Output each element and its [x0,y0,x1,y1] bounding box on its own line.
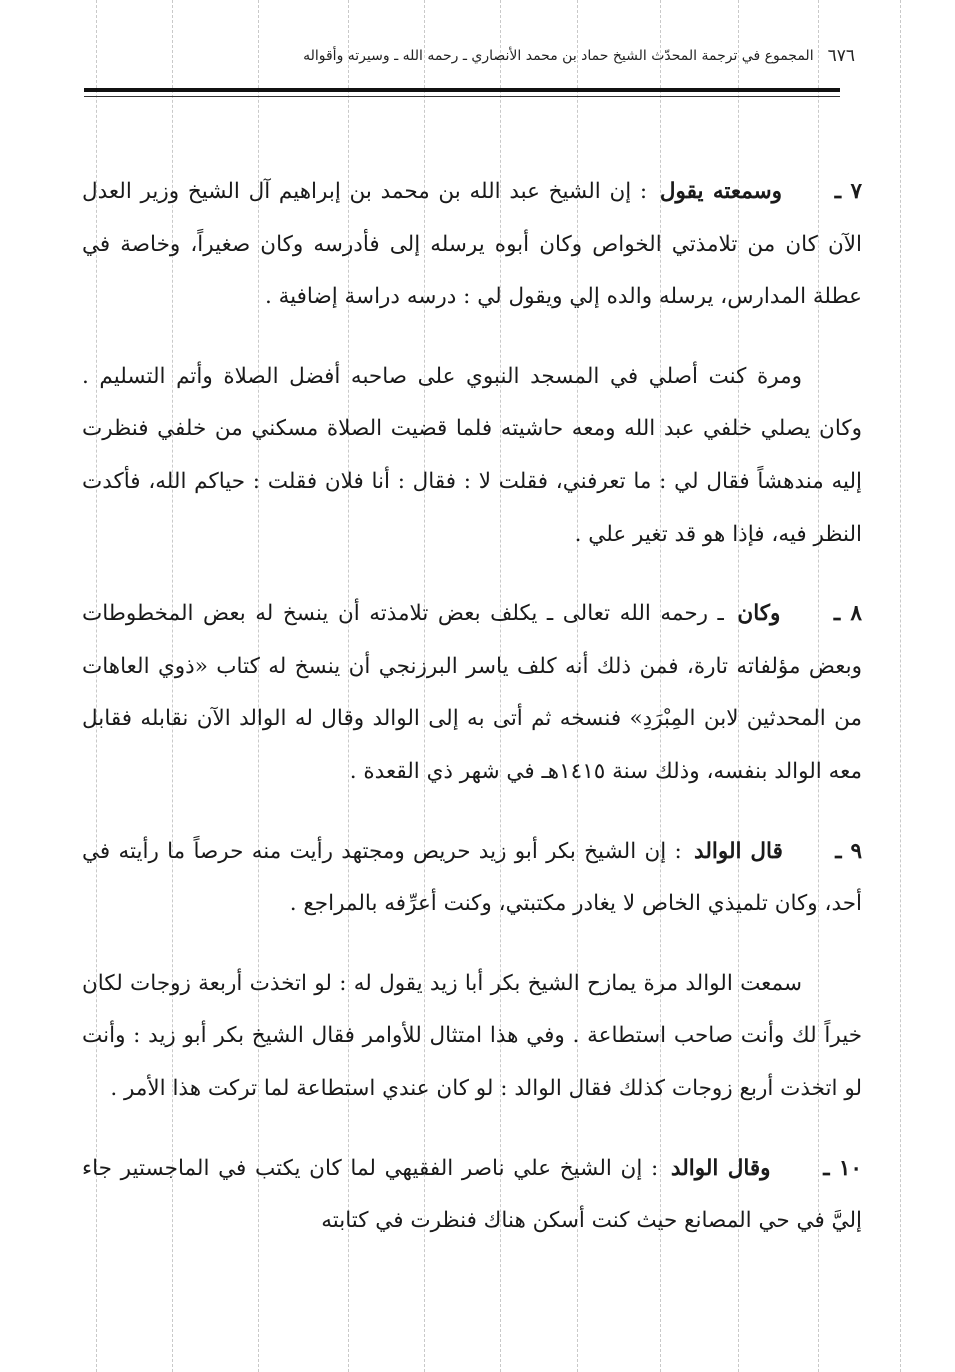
header-rule-thin [84,96,840,97]
paragraph-lead: وكان [737,601,781,627]
paragraph-9-continued [82,958,862,1116]
paragraph-text: : إن الشيخ علي ناصر الفقيهي لما كان يكتب في الماجستير جاء إليَّ في حي المصانع حيث كنت أسكن هناك فنظرت في كتابته [82,1155,862,1234]
paragraph-number: ٩ ـ [835,838,862,864]
paragraph-10 [82,1143,862,1248]
paragraph-text: ـ رحمه الله تعالى ـ يكلف بعض تلامذته أن ينسخ له بعض المخطوطات وبعض مؤلفاته تارة، فمن ذلك أنه كلف ياسر البرزنجي أن ينسخ له كتاب «ذوي العاهات من المحدثين لابن المِبْرَدِ» فنسخه ثم أتى به إلى الوالد وقال له الوالد الآن نقابله فقابل معه الوالد بنفسه، وذلك سنة ١٤١٥هـ في شهر ذي القعدة . [82,601,862,784]
paragraph-7-continued [82,351,862,561]
paragraph-9 [82,826,862,931]
header-rule-thick [84,88,840,92]
paragraph-lead: قال الوالد [694,838,783,864]
paragraph-number: ٧ ـ [834,179,862,204]
running-title: المجموع في ترجمة المحدّث الشيخ حماد بن محمد الأنصاري ـ رحمه الله ـ وسيرته وأقواله [303,48,814,64]
paragraph-lead: وقال الوالد [670,1155,771,1181]
paragraph-number: ٨ ـ [833,601,862,627]
running-header [85,40,855,72]
paragraph-text: : إن الشيخ عبد الله بن محمد بن إبراهيم آل الشيخ وزير العدل الآن كان من تلامذتي الخواص وكان أبوه يرسله إلى فأدرسه وكان صغيراً، وخاصة في عطلة المدارس، يرسله والده إلي ويقول لي : درسه دراسة إضافية . [82,179,862,310]
paragraph-8 [82,588,862,798]
paragraph-text: : إن الشيخ بكر أبو زيد حريص ومجتهد رأيت منه حرصاً ما رأيته في أحد، وكان تلميذي الخاص لا يغادر مكتبتي، وكنت أعرِّفه بالمراجع . [82,838,862,917]
paragraph-number: ١٠ ـ [823,1155,862,1181]
scan-guide-line [900,0,901,1372]
page-number: ٦٧٦ [827,46,855,66]
paragraph-text: سمعت الوالد مرة يمازح الشيخ بكر أبا زيد يقول له : لو اتخذت أربعة زوجات لكان خيراً لك وأنت صاحب استطاعة . وفي هذا امتثال للأوامر فقال الشيخ بكر أبو زيد : وأنت لو اتخذت أربع زوجات كذلك فقال الوالد : لو كان عندي استطاعة لما تركت هذا الأمر . [82,970,862,1101]
body-text [82,166,862,1275]
paragraph-7 [82,166,862,324]
paragraph-lead: وسمعته يقول [659,179,783,204]
paragraph-text: ومرة كنت أصلي في المسجد النبوي على صاحبه أفضل الصلاة وأتم التسليم . وكان يصلي خلفي عبد الله ومعه حاشيته فلما قضيت الصلاة مسكني من خلفي فنظرت إليه مندهشاً فقال لي : ما تعرفني، فقلت لا : فقال : أنا فلان فقلت : حياكم الله، فأكدت النظر فيه، فإذا هو قد تغير علي . [82,363,862,547]
